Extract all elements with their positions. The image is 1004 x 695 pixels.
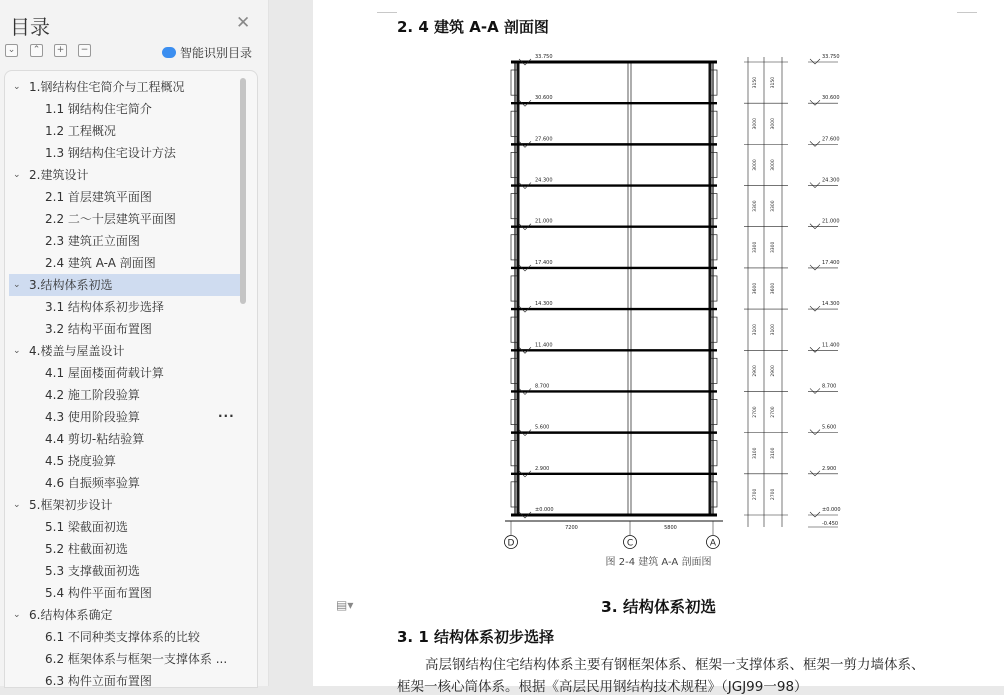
toc-chapter-item[interactable] xyxy=(9,340,243,362)
story-height-label: 3000 xyxy=(753,118,758,130)
toc-item-label: 5.4 构件平面布置图 xyxy=(45,586,152,600)
chevron-down-icon[interactable]: ⌄ xyxy=(13,82,21,92)
toc-item-label: 6.2 框架体系与框架一支撑体系 ... xyxy=(45,652,228,666)
story-height-label: 2700 xyxy=(771,488,776,501)
story-height-label: 3100 xyxy=(753,447,758,459)
toc-subsection-item[interactable] xyxy=(9,142,243,164)
toc-subsection-item[interactable] xyxy=(9,362,243,384)
toc-subsection-item[interactable] xyxy=(9,318,243,340)
story-height-label: 3000 xyxy=(771,118,776,130)
toc-chapter-item[interactable] xyxy=(9,604,243,626)
axis-label: A xyxy=(709,538,717,549)
toc-item-label: 2.2 二～十层建筑平面图 xyxy=(45,212,176,226)
level-label: 11.400 xyxy=(535,342,553,349)
window xyxy=(511,235,517,260)
window xyxy=(511,441,517,466)
story-height-label: 3300 xyxy=(771,241,776,254)
story-height-label: 3100 xyxy=(771,447,776,459)
chevron-down-icon[interactable]: ⌄ xyxy=(13,280,21,290)
window xyxy=(711,152,717,177)
story-height-label: 2900 xyxy=(753,365,758,377)
toc-subsection-item[interactable] xyxy=(9,560,243,582)
window xyxy=(711,70,717,95)
level-label: 27.600 xyxy=(535,136,553,143)
story-height-label: 3100 xyxy=(753,323,758,336)
document-page xyxy=(313,0,1004,695)
chevron-down-icon[interactable]: ⌄ xyxy=(13,610,21,620)
toc-item-label: 4.2 施工阶段验算 xyxy=(45,388,140,402)
elevation-label: 5.600 xyxy=(822,424,837,431)
toc-item-label: 3.结构体系初选 xyxy=(29,278,113,292)
level-marker xyxy=(810,347,820,352)
toc-scrollbar[interactable] xyxy=(240,78,246,304)
window xyxy=(711,194,717,219)
window xyxy=(711,317,717,342)
window xyxy=(711,358,717,383)
story-height-label: 3150 xyxy=(753,76,758,89)
story-height-label: 3100 xyxy=(771,323,776,336)
level-marker xyxy=(810,100,820,105)
level-label: 8.700 xyxy=(535,383,550,390)
toc-item-label: 2.1 首层建筑平面图 xyxy=(45,190,152,204)
window xyxy=(711,111,717,136)
level-label: 5.600 xyxy=(535,424,550,431)
window xyxy=(511,111,517,136)
story-height-label: 2700 xyxy=(753,488,758,501)
toc-item-label: 4.5 挠度验算 xyxy=(45,454,116,468)
ai-cloud-icon xyxy=(162,47,176,58)
window xyxy=(711,399,717,424)
toc-item-label: 5.3 支撑截面初选 xyxy=(45,564,140,578)
toc-item-label: 4.4 剪切-粘结验算 xyxy=(45,432,145,446)
page-corner-mark xyxy=(957,0,977,13)
toc-pane xyxy=(0,0,269,686)
chapter-heading: 3. 结构体系初选 xyxy=(600,598,717,616)
expand-up-icon[interactable]: ⌃ xyxy=(30,44,43,57)
paragraph-line: 框架一核心筒体系。根据《高层民用钢结构技术规程》（JGJ99一98） xyxy=(397,679,808,695)
dimension-label: 7200 xyxy=(565,525,578,531)
toc-item-label: 3.1 结构体系初步选择 xyxy=(45,300,164,314)
story-height-label: 3600 xyxy=(753,282,758,295)
level-marker xyxy=(810,59,820,64)
level-label: 2.900 xyxy=(535,465,550,472)
chevron-down-icon[interactable]: ⌄ xyxy=(13,346,21,356)
toc-subsection-item[interactable] xyxy=(9,626,243,648)
document-icon[interactable]: ▤▾ xyxy=(336,598,354,612)
level-marker xyxy=(810,183,820,188)
toc-item-label: 2.4 建筑 A-A 剖面图 xyxy=(45,256,156,270)
toc-item-label: 1.钢结构住宅简介与工程概况 xyxy=(29,80,185,94)
window xyxy=(511,194,517,219)
toc-subsection-item[interactable] xyxy=(9,230,243,252)
toc-item-label: 6.1 不同种类支撑体系的比较 xyxy=(45,630,200,644)
window xyxy=(711,482,717,507)
window xyxy=(511,317,517,342)
remove-heading-icon[interactable]: − xyxy=(78,44,91,57)
toc-subsection-item[interactable] xyxy=(9,538,243,560)
toc-item-label: 1.1 钢结构住宅简介 xyxy=(45,102,152,116)
axis-label: C xyxy=(626,538,634,549)
level-label: 17.400 xyxy=(535,259,553,266)
level-label: 33.750 xyxy=(535,54,553,60)
subsection-heading: 3. 1 结构体系初步选择 xyxy=(397,628,555,646)
toc-item-label: 6.3 构件立面布置图 xyxy=(45,674,152,688)
toc-item-label: 1.2 工程概况 xyxy=(45,124,116,138)
toc-item-label: 4.6 自振频率验算 xyxy=(45,476,140,490)
toc-item-label: 6.结构体系确定 xyxy=(29,608,113,622)
level-label: 30.600 xyxy=(535,95,553,102)
elevation-label: 14.300 xyxy=(822,301,840,308)
toc-item-label: 5.2 柱截面初选 xyxy=(45,542,128,556)
toc-subsection-item[interactable] xyxy=(9,98,243,120)
toc-subsection-item[interactable] xyxy=(9,296,243,318)
elevation-label: -0.450 xyxy=(822,521,839,527)
paragraph-line: 高层钢结构住宅结构体系主要有钢框架体系、框架一支撑体系、框架一剪力墙体系、 xyxy=(425,657,925,673)
toc-subsection-item[interactable] xyxy=(9,648,243,670)
building-outline xyxy=(515,62,713,515)
story-height-label: 3150 xyxy=(771,76,776,89)
more-options-icon[interactable]: ... xyxy=(218,406,235,420)
elevation-label: 27.600 xyxy=(822,136,840,143)
toc-subsection-item[interactable] xyxy=(9,252,243,274)
story-height-label: 3000 xyxy=(753,159,758,171)
toc-item-label: 4.3 使用阶段验算 xyxy=(45,410,140,424)
chevron-down-icon[interactable]: ⌄ xyxy=(13,170,21,180)
toc-subsection-item[interactable] xyxy=(9,670,243,688)
level-marker xyxy=(810,471,820,476)
level-label: 14.300 xyxy=(535,301,553,308)
toc-subsection-item[interactable] xyxy=(9,406,243,428)
add-heading-icon[interactable]: + xyxy=(54,44,67,57)
elevation-label: 17.400 xyxy=(822,259,840,266)
story-height-label: 2900 xyxy=(771,365,776,377)
dimension-label: 5800 xyxy=(664,525,677,531)
story-height-label: 3300 xyxy=(753,200,758,212)
elevation-label: ±0.000 xyxy=(822,507,841,513)
toc-subsection-item[interactable] xyxy=(9,428,243,450)
figure-caption: 图 2-4 建筑 A-A 剖面图 xyxy=(605,557,712,568)
toc-item-label: 1.3 钢结构住宅设计方法 xyxy=(45,146,176,160)
window xyxy=(511,70,517,95)
level-marker xyxy=(810,265,820,270)
toc-item-label: 4.1 屋面楼面荷载计算 xyxy=(45,366,164,380)
axis-label: D xyxy=(507,538,515,549)
elevation-label: 8.700 xyxy=(822,383,837,390)
toc-subsection-item[interactable] xyxy=(9,208,243,230)
window xyxy=(711,235,717,260)
toc-subsection-item[interactable] xyxy=(9,450,243,472)
toc-chapter-item[interactable] xyxy=(9,76,243,98)
toc-subsection-item[interactable] xyxy=(9,120,243,142)
level-marker xyxy=(810,141,820,146)
toc-title: 目录 xyxy=(10,15,50,39)
level-marker xyxy=(810,224,820,229)
elevation-label: 30.600 xyxy=(822,95,840,102)
level-label: ±0.000 xyxy=(535,507,554,513)
toc-item-label: 4.楼盖与屋盖设计 xyxy=(29,344,125,358)
elevation-label: 21.000 xyxy=(822,218,840,225)
page-corner-mark xyxy=(377,0,397,13)
window xyxy=(711,276,717,301)
elevation-label: 11.400 xyxy=(822,342,840,349)
collapse-all-icon[interactable]: ⌄ xyxy=(5,44,18,57)
toc-subsection-item[interactable] xyxy=(9,384,243,406)
toc-item-label: 3.2 结构平面布置图 xyxy=(45,322,152,336)
close-icon[interactable]: ✕ xyxy=(236,13,251,33)
toc-list xyxy=(4,70,258,688)
story-height-label: 3300 xyxy=(771,200,776,212)
level-label: 21.000 xyxy=(535,218,553,225)
window xyxy=(511,358,517,383)
level-marker xyxy=(810,512,820,517)
story-height-label: 3000 xyxy=(771,159,776,171)
section-drawing xyxy=(493,40,873,570)
window xyxy=(511,482,517,507)
story-height-label: 2700 xyxy=(771,406,776,418)
toc-item-label: 5.框架初步设计 xyxy=(29,498,113,512)
toc-item-label: 2.3 建筑正立面图 xyxy=(45,234,140,248)
toc-chapter-item[interactable] xyxy=(9,274,243,296)
story-height-label: 3600 xyxy=(771,282,776,295)
toc-item-label: 2.建筑设计 xyxy=(29,168,89,182)
elevation-label: 2.900 xyxy=(822,465,837,472)
smart-toc-label: 智能识别目录 xyxy=(180,45,253,60)
toc-chapter-item[interactable] xyxy=(9,164,243,186)
level-marker xyxy=(810,430,820,435)
elevation-label: 33.750 xyxy=(822,54,840,60)
window xyxy=(511,152,517,177)
chevron-down-icon[interactable]: ⌄ xyxy=(13,500,21,510)
story-height-label: 3300 xyxy=(753,241,758,254)
toc-subsection-item[interactable] xyxy=(9,582,243,604)
window xyxy=(711,441,717,466)
toc-item-label: 5.1 梁截面初选 xyxy=(45,520,128,534)
window xyxy=(511,399,517,424)
smart-toc-button[interactable] xyxy=(162,44,252,60)
toc-subsection-item[interactable] xyxy=(9,516,243,538)
level-label: 24.300 xyxy=(535,177,553,184)
level-marker xyxy=(810,306,820,311)
elevation-label: 24.300 xyxy=(822,177,840,184)
toc-subsection-item[interactable] xyxy=(9,472,243,494)
window xyxy=(511,276,517,301)
story-height-label: 2700 xyxy=(753,406,758,418)
level-marker xyxy=(810,388,820,393)
section-heading: 2. 4 建筑 A-A 剖面图 xyxy=(397,18,549,36)
toc-subsection-item[interactable] xyxy=(9,186,243,208)
toc-chapter-item[interactable] xyxy=(9,494,243,516)
